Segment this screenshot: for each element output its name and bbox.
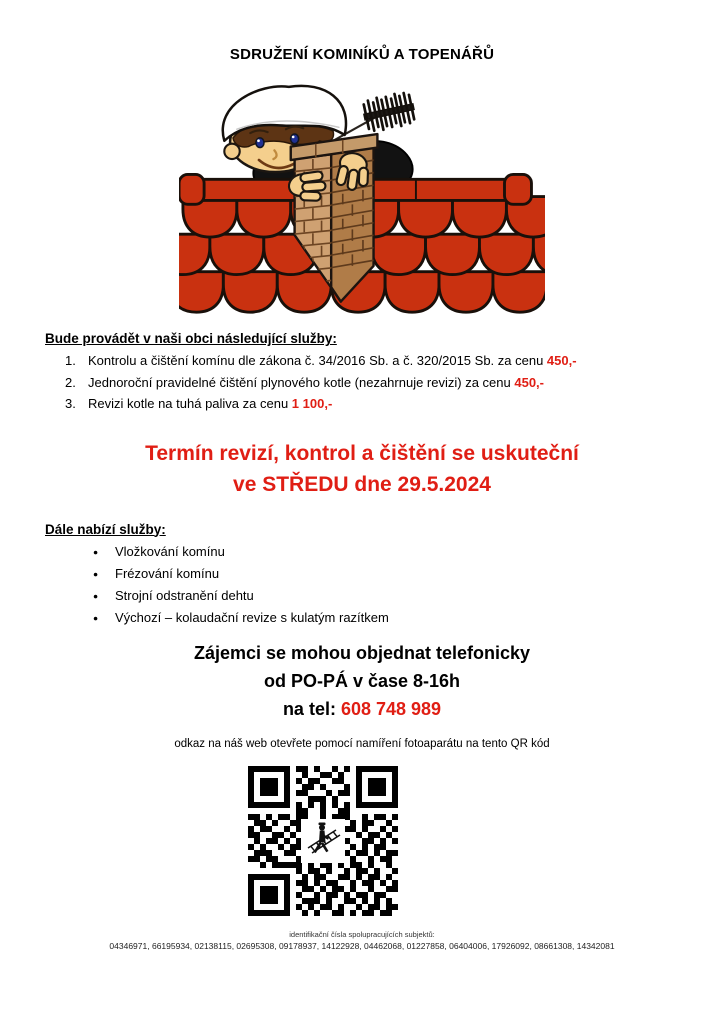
- announcement: [0, 438, 724, 500]
- service-price: 450,-: [546, 353, 577, 368]
- contact-line-3: [0, 695, 724, 723]
- service-list-item: [45, 350, 684, 372]
- phone-label: na tel:: [282, 698, 341, 719]
- qr-code: [248, 766, 398, 916]
- service-price: 1 100,-: [291, 396, 333, 411]
- service-list-item: [45, 393, 684, 415]
- announcement-line-1: Termín revizí, kontrol a čištění se uskuteční: [145, 441, 579, 465]
- more-services-list: [45, 541, 684, 629]
- services-heading: Bude provádět v naši obci následující služby:: [45, 331, 337, 346]
- contact-line-2: od PO-PÁ v čase 8-16h: [263, 670, 461, 691]
- bullet-item: ● Vložkování komínu: [115, 541, 684, 563]
- flyer-title: SDRUŽENÍ KOMINÍKŮ A TOPENÁŘŮ: [229, 46, 495, 63]
- service-item-number: 3.: [65, 396, 76, 411]
- qr-caption: odkaz na náš web otevřete pomocí namíření fotoaparátu na tento QR kód: [174, 737, 550, 750]
- services-list: [45, 350, 684, 415]
- contact-block: [0, 639, 724, 723]
- contact-line-1: Zájemci se mohou objednat telefonicky: [193, 642, 531, 663]
- chimney-sweep-roof-graphic: [179, 83, 545, 316]
- service-item-text: Revizi kotle na tuhá paliva za cenu 1 100,-: [88, 396, 333, 411]
- service-price: 450,-: [514, 374, 544, 390]
- qr-center-logo: [301, 819, 345, 863]
- chimney-sweep-icon: [303, 821, 343, 861]
- footer-line-1: identifikační čísla spolupracujících subjektů:: [289, 929, 435, 939]
- footer-line-2: 04346971, 66195934, 02138115, 02695308, 09178937, 14122928, 04462068, 01227858, 06404006, 17926092, 08661308, 14342081: [109, 940, 615, 951]
- service-item-number: 1.: [65, 353, 76, 368]
- service-item-number: 2.: [65, 374, 76, 390]
- bullet-item: ● Strojní odstranění dehtu: [115, 585, 684, 607]
- service-item-text: Jednoroční pravidelné čištění plynového kotle (nezahrnuje revizi) za cenu 450,-: [88, 374, 544, 390]
- more-services-heading: Dále nabízí služby:: [45, 521, 166, 537]
- service-list-item: [45, 372, 684, 394]
- service-item-text: Kontrolu a čištění komínu dle zákona č. 34/2016 Sb. a č. 320/2015 Sb. za cenu 450,-: [88, 353, 577, 368]
- bullet-item: ● Frézování komínu: [115, 563, 684, 585]
- bullet-item: ● Výchozí – kolaudační revize s kulatým razítkem: [115, 607, 684, 629]
- phone-number: 608 748 989: [340, 698, 442, 719]
- chimney-sweep-illustration: [179, 83, 545, 316]
- announcement-line-2: ve STŘEDU dne 29.5.2024: [233, 472, 491, 496]
- footer-note: [0, 929, 724, 952]
